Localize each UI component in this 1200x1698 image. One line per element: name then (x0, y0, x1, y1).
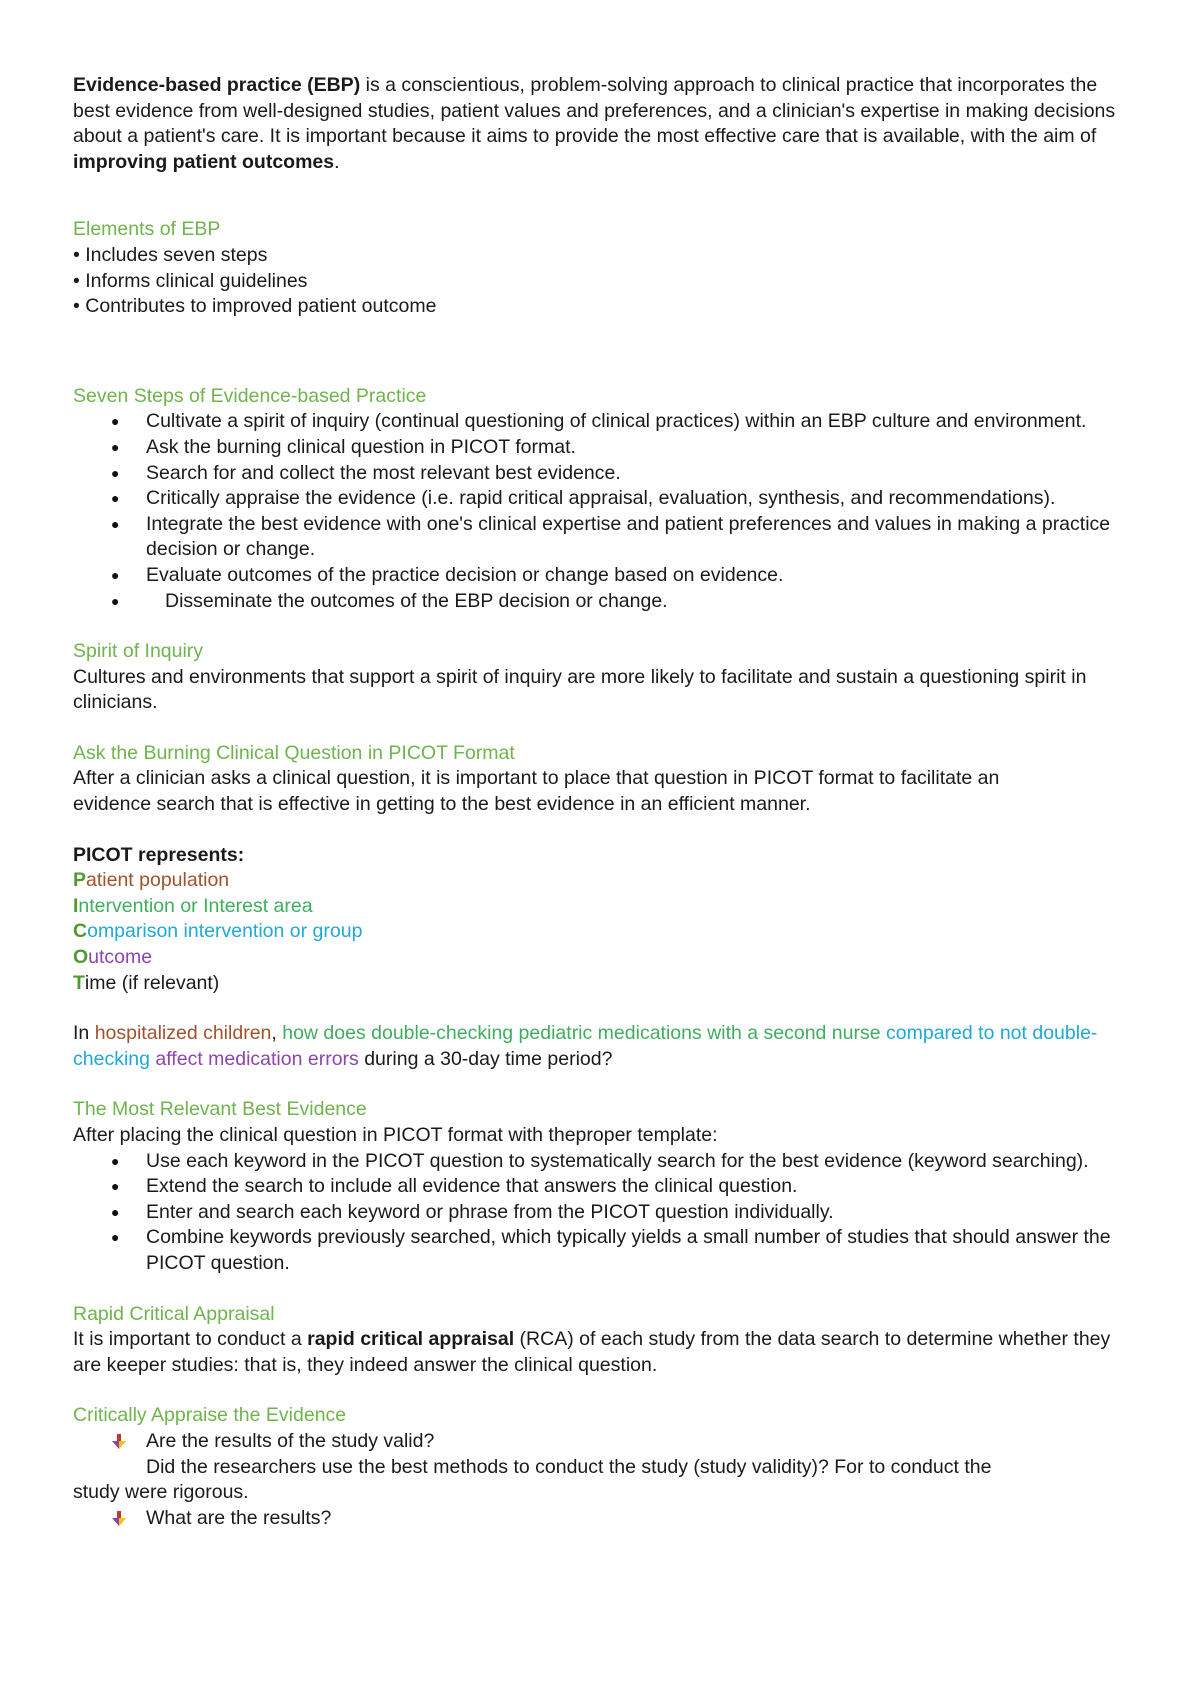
elements-item: • Contributes to improved patient outcome (73, 295, 437, 318)
list-item-text: Integrate the best evidence with one's clinical expertise and patient preferences and values in making a practice decision or change. (146, 512, 1111, 561)
picot-question-heading: Ask the Burning Clinical Question in PICOT Format (73, 741, 515, 764)
list-item-text: Use each keyword in the PICOT question to systematically search for the best evidence (keyword searching). (146, 1149, 1089, 1172)
relevant-list (73, 1149, 1133, 1277)
list-item (73, 461, 1133, 487)
appraise-detail-cont: study were rigorous. (73, 1481, 249, 1504)
picot-letter: T (73, 971, 85, 994)
list-item-text: What are the results? (146, 1506, 332, 1529)
list-item-text: Disseminate the outcomes of the EBP decision or change. (165, 589, 668, 612)
example-population: hospitalized children (94, 1022, 272, 1045)
list-item-text: Extend the search to include all evidence that answers the clinical question. (146, 1175, 798, 1198)
example-comparison: compared to not double-checking (73, 1022, 1098, 1070)
list-item-text: Critically appraise the evidence (i.e. rapid critical appraisal, evaluation, synthesis, and recommendations). (146, 487, 1056, 510)
document-body (73, 73, 1133, 1531)
picot-example (73, 1021, 1133, 1072)
example-text: In (73, 1022, 95, 1045)
appraise-detail: Did the researchers use the best methods to conduct the study (study validity)? For to conduct the (146, 1455, 992, 1478)
intro-end: . (334, 150, 340, 173)
rca-heading: Rapid Critical Appraisal (73, 1302, 275, 1325)
example-text: , (271, 1022, 283, 1045)
example-outcome: affect medication errors (155, 1047, 359, 1070)
picot-letter: P (73, 869, 87, 892)
picot-rest: omparison intervention or group (87, 920, 363, 943)
list-item (73, 1429, 1133, 1455)
picot-rest: ntervention or Interest area (78, 894, 313, 917)
elements-item: • Informs clinical guidelines (73, 269, 308, 292)
picot-item (73, 894, 1133, 920)
picot-title: PICOT represents: (73, 843, 245, 866)
list-item (73, 589, 1133, 615)
picot-item (73, 945, 1133, 971)
arrow-bullet-icon (111, 1511, 127, 1527)
list-item-text: Cultivate a spirit of inquiry (continual questioning of clinical practices) within an EBP culture and environment. (146, 410, 1087, 433)
elements-heading: Elements of EBP (73, 218, 221, 241)
picot-rest: ime (if relevant) (84, 971, 220, 994)
picot-item (73, 919, 1133, 945)
picot-item (73, 868, 1133, 894)
relevant-heading: The Most Relevant Best Evidence (73, 1098, 367, 1121)
list-item (73, 1174, 1133, 1200)
appraise-list (73, 1429, 1133, 1455)
example-text: during a 30-day time period? (358, 1047, 613, 1070)
rca-text-end: (RCA) of each study from the data search to determine whether they are keeper studies: that is, they indeed answer the clinical question. (73, 1328, 1111, 1376)
picot-letter: I (73, 894, 79, 917)
list-item (73, 1506, 1133, 1532)
list-item (73, 435, 1133, 461)
list-item-text: Evaluate outcomes of the practice decision or change based on evidence. (146, 563, 784, 586)
rca-emphasis: rapid critical appraisal (307, 1328, 515, 1351)
list-item (73, 512, 1133, 563)
arrow-bullet-icon (111, 1434, 127, 1450)
intro-paragraph (73, 73, 1133, 175)
list-item (73, 1149, 1133, 1175)
list-item-text: Search for and collect the most relevant best evidence. (146, 461, 621, 484)
picot-letter: O (73, 946, 89, 969)
intro-text: is a conscientious, problem-solving approach to clinical practice that incorporates the best evidence from well-designed studies, patient values and preferences, and a clinician's expertise in making decisions about a patient's care. It is important because it aims to provide the most effective care that is available, with the aim of (73, 74, 1116, 148)
picot-question-text: After a clinician asks a clinical question, it is important to place that question in PICOT format to facilitate an evidence search that is effective in getting to the best evidence in an efficient manner. (73, 767, 1000, 816)
list-item (73, 1225, 1133, 1276)
list-item-text: Are the results of the study valid? (146, 1429, 435, 1452)
appraise-heading: Critically Appraise the Evidence (73, 1404, 347, 1427)
picot-item (73, 971, 1133, 997)
example-intervention: how does double-checking pediatric medications with a second nurse (282, 1022, 881, 1045)
list-item (73, 409, 1133, 435)
picot-rest: atient population (86, 869, 230, 892)
appraise-list-2 (73, 1506, 1133, 1532)
seven-steps-list (73, 409, 1133, 614)
list-item (73, 486, 1133, 512)
picot-letter: C (73, 920, 88, 943)
list-item (73, 563, 1133, 589)
picot-list (73, 868, 1133, 996)
spirit-heading: Spirit of Inquiry (73, 640, 204, 663)
list-item-text: Enter and search each keyword or phrase from the PICOT question individually. (146, 1200, 834, 1223)
seven-steps-heading: Seven Steps of Evidence-based Practice (73, 384, 427, 407)
list-item-text: Combine keywords previously searched, which typically yields a small number of studies that should answer the PICOT question. (146, 1226, 1111, 1274)
spirit-text: Cultures and environments that support a spirit of inquiry are more likely to facilitate and sustain a questioning spirit in clinicians. (73, 665, 1087, 714)
list-item (73, 1200, 1133, 1226)
rca-text (73, 1327, 1133, 1378)
relevant-intro: After placing the clinical question in PICOT format with theproper template: (73, 1124, 718, 1146)
picot-rest: utcome (88, 946, 153, 969)
ebp-term: Evidence-based practice (EBP) (73, 74, 361, 96)
rca-text-start: It is important to conduct a (73, 1328, 308, 1351)
elements-item: • Includes seven steps (73, 243, 268, 266)
list-item-text: Ask the burning clinical question in PICOT format. (146, 435, 576, 458)
intro-emphasis: improving patient outcomes (73, 150, 335, 173)
